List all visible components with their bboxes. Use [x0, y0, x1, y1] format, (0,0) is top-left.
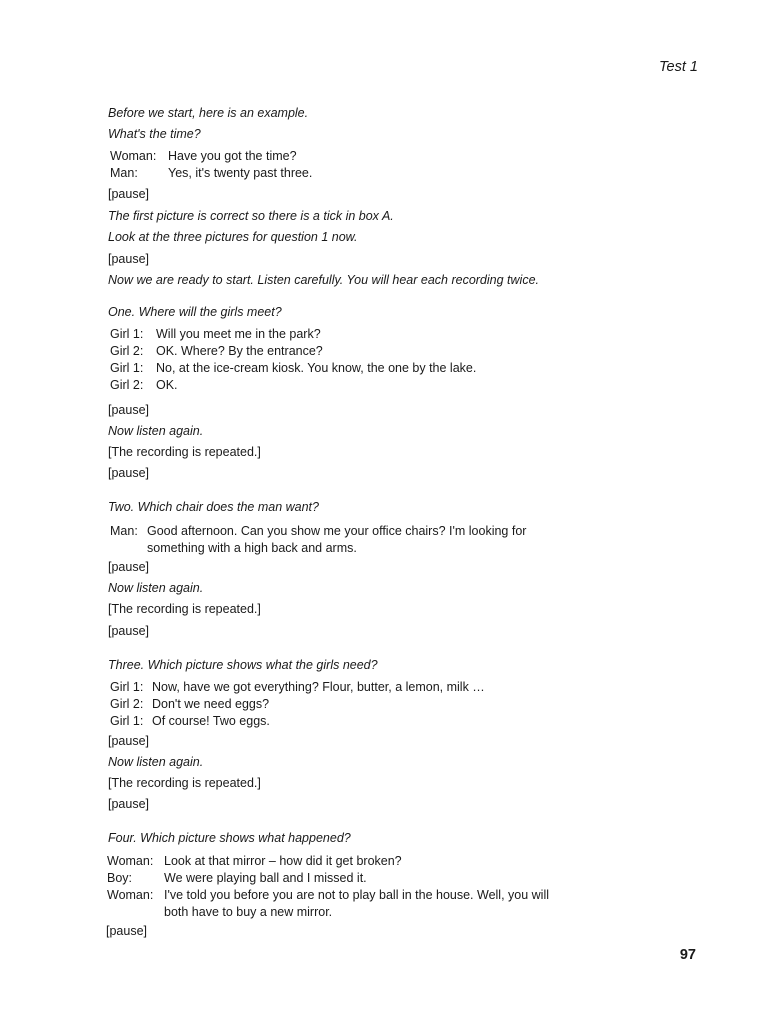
pause-marker: [pause]	[108, 187, 150, 201]
pause-marker: [pause]	[108, 466, 150, 480]
dialogue-text: We were playing ball and I missed it.	[164, 871, 367, 885]
dialogue-text: I've told you before you are not to play ball in the house. Well, you will	[164, 888, 550, 902]
dialogue-text: Good afternoon. Can you show me your office chairs? I'm looking for	[147, 524, 527, 538]
pause-marker: [pause]	[108, 797, 150, 811]
recording-repeated: [The recording is repeated.]	[108, 602, 261, 616]
dialogue-text: Now, have we got everything? Flour, butter, a lemon, milk …	[152, 680, 485, 694]
pause-marker: [pause]	[108, 403, 150, 417]
recording-repeated: [The recording is repeated.]	[108, 776, 261, 790]
pause-marker: [pause]	[108, 734, 150, 748]
pause-marker: [pause]	[108, 560, 150, 574]
speaker-label: Girl 1:	[110, 327, 144, 341]
dialogue-text-continued: both have to buy a new mirror.	[164, 905, 333, 919]
dialogue-text: Yes, it's twenty past three.	[168, 166, 313, 180]
listen-again: Now listen again.	[108, 755, 204, 769]
speaker-label: Girl 1:	[110, 680, 144, 694]
dialogue-text: Look at that mirror – how did it get broken?	[164, 854, 402, 868]
speaker-label: Girl 2:	[110, 697, 144, 711]
page-number: 97	[679, 947, 696, 963]
dialogue-text: Don't we need eggs?	[152, 697, 270, 711]
instruction-line: The first picture is correct so there is a tick in box A.	[108, 209, 394, 223]
speaker-label: Girl 1:	[110, 714, 144, 728]
dialogue-text-continued: something with a high back and arms.	[147, 541, 357, 555]
question-title: One. Where will the girls meet?	[108, 305, 282, 319]
speaker-label: Girl 2:	[110, 344, 144, 358]
dialogue-text: OK. Where? By the entrance?	[156, 344, 323, 358]
dialogue-text: No, at the ice-cream kiosk. You know, the one by the lake.	[156, 361, 477, 375]
page-header: Test 1	[659, 59, 698, 75]
pause-marker: [pause]	[108, 252, 150, 266]
dialogue-text: OK.	[156, 378, 178, 392]
dialogue-text: Of course! Two eggs.	[152, 714, 270, 728]
listen-again: Now listen again.	[108, 424, 204, 438]
recording-repeated: [The recording is repeated.]	[108, 445, 261, 459]
pause-marker: [pause]	[108, 624, 150, 638]
speaker-label: Boy:	[107, 871, 133, 885]
dialogue-text: Will you meet me in the park?	[156, 327, 321, 341]
dialogue-text: Have you got the time?	[168, 149, 297, 163]
speaker-label: Woman:	[107, 888, 154, 902]
question-title: Four. Which picture shows what happened?	[108, 831, 351, 845]
question-title: Two. Which chair does the man want?	[108, 500, 319, 514]
example-question: What's the time?	[108, 127, 201, 141]
speaker-label: Man:	[110, 166, 138, 180]
speaker-label: Man:	[110, 524, 138, 538]
intro-line: Before we start, here is an example.	[108, 106, 309, 120]
speaker-label: Woman:	[107, 854, 154, 868]
speaker-label: Girl 1:	[110, 361, 144, 375]
pause-marker: [pause]	[106, 924, 148, 938]
question-title: Three. Which picture shows what the girls need?	[108, 658, 378, 672]
listen-again: Now listen again.	[108, 581, 204, 595]
instruction-line: Now we are ready to start. Listen carefully. You will hear each recording twice.	[108, 273, 539, 287]
speaker-label: Woman:	[110, 149, 157, 163]
speaker-label: Girl 2:	[110, 378, 144, 392]
instruction-line: Look at the three pictures for question 1 now.	[108, 230, 358, 244]
